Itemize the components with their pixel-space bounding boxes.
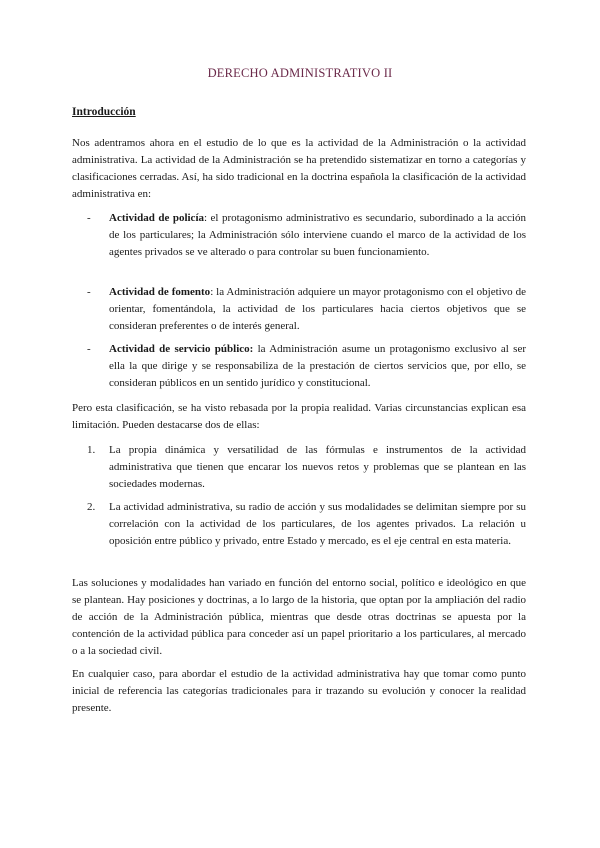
list-item-text: la Administración asume un protagonismo exclusivo al ser ella la que dirige y se responsabiliza de la prestación de ciertos servicios que, por ello, se consideran públicos en un sentido jurídico y constitucional. — [109, 343, 526, 389]
list-item-body — [109, 210, 526, 261]
paragraph-3: Las soluciones y modalidades han variado en función del entorno social, político e ideológico en que se plantean. Hay posiciones y doctrinas, a lo largo de la historia, que optan por la ampliación del radio de acción de la Administración pública, mientras que desde otras doctrinas se apuesta por la contención de la actividad pública para conceder así un papel prioritario a los particulares, al mercado o a la sociedad civil. — [72, 577, 526, 657]
list-item-term: Actividad de servicio público: — [109, 343, 254, 355]
number-marker: 2. — [87, 501, 96, 513]
numbered-item-text: La propia dinámica y versatilidad de las fórmulas e instrumentos de la actividad administrativa que tienen que encarar los nuevos retos y problemas que se plantean en las sociedades modernas. — [109, 444, 526, 490]
number-marker: 1. — [87, 444, 96, 456]
document-title: DERECHO ADMINISTRATIVO II — [207, 66, 393, 80]
numbered-item — [89, 442, 526, 493]
list-item-text: : la Administración adquiere un mayor protagonismo con el objetivo de orientar, fomentándola, la actividad de los particulares hacia ciertos objetivos que se consideran preferentes o de interés general. — [109, 286, 526, 332]
paragraph-4: En cualquier caso, para abordar el estudio de la actividad administrativa hay que tomar como punto inicial de referencia las categorías tradicionales para ir trazando su evolución y conocer la realidad presente. — [72, 668, 526, 714]
list-item — [89, 210, 526, 261]
list-item-term: Actividad de policía — [109, 212, 204, 224]
numbered-item — [89, 499, 526, 550]
intro-paragraph: Nos adentramos ahora en el estudio de lo que es la actividad de la Administración o la actividad administrativa. La actividad de la Administración se ha pretendido sistematizar en torno a categorías y clasificaciones cerradas. Así, ha sido tradicional en la doctrina española la clasificación de la actividad administrativa en: — [72, 137, 526, 200]
list-item-text: : el protagonismo administrativo es secundario, subordinado a la acción de los particulares; la Administración sólo interviene cuando el marco de la actividad de los agentes privados se ve alterado o para controlar su buen funcionamiento. — [109, 212, 526, 258]
list-item — [89, 341, 526, 392]
bullet-marker: - — [87, 286, 91, 298]
list-item — [89, 284, 526, 335]
list-item-term: Actividad de fomento — [109, 286, 211, 298]
section-heading: Introducción — [72, 106, 136, 118]
bullet-marker: - — [87, 343, 91, 355]
list-item-body — [109, 284, 526, 335]
numbered-item-text: La actividad administrativa, su radio de acción y sus modalidades se delimitan siempre por su correlación con la actividad de los particulares, de los agentes privados. La relación u oposición entre público y privado, entre Estado y mercado, es el eje central en esta materia. — [109, 501, 526, 547]
list-item-body — [109, 341, 526, 392]
bullet-marker: - — [87, 212, 91, 224]
paragraph-2: Pero esta clasificación, se ha visto rebasada por la propia realidad. Varias circunstancias explican esa limitación. Pueden destacarse dos de ellas: — [72, 402, 526, 431]
